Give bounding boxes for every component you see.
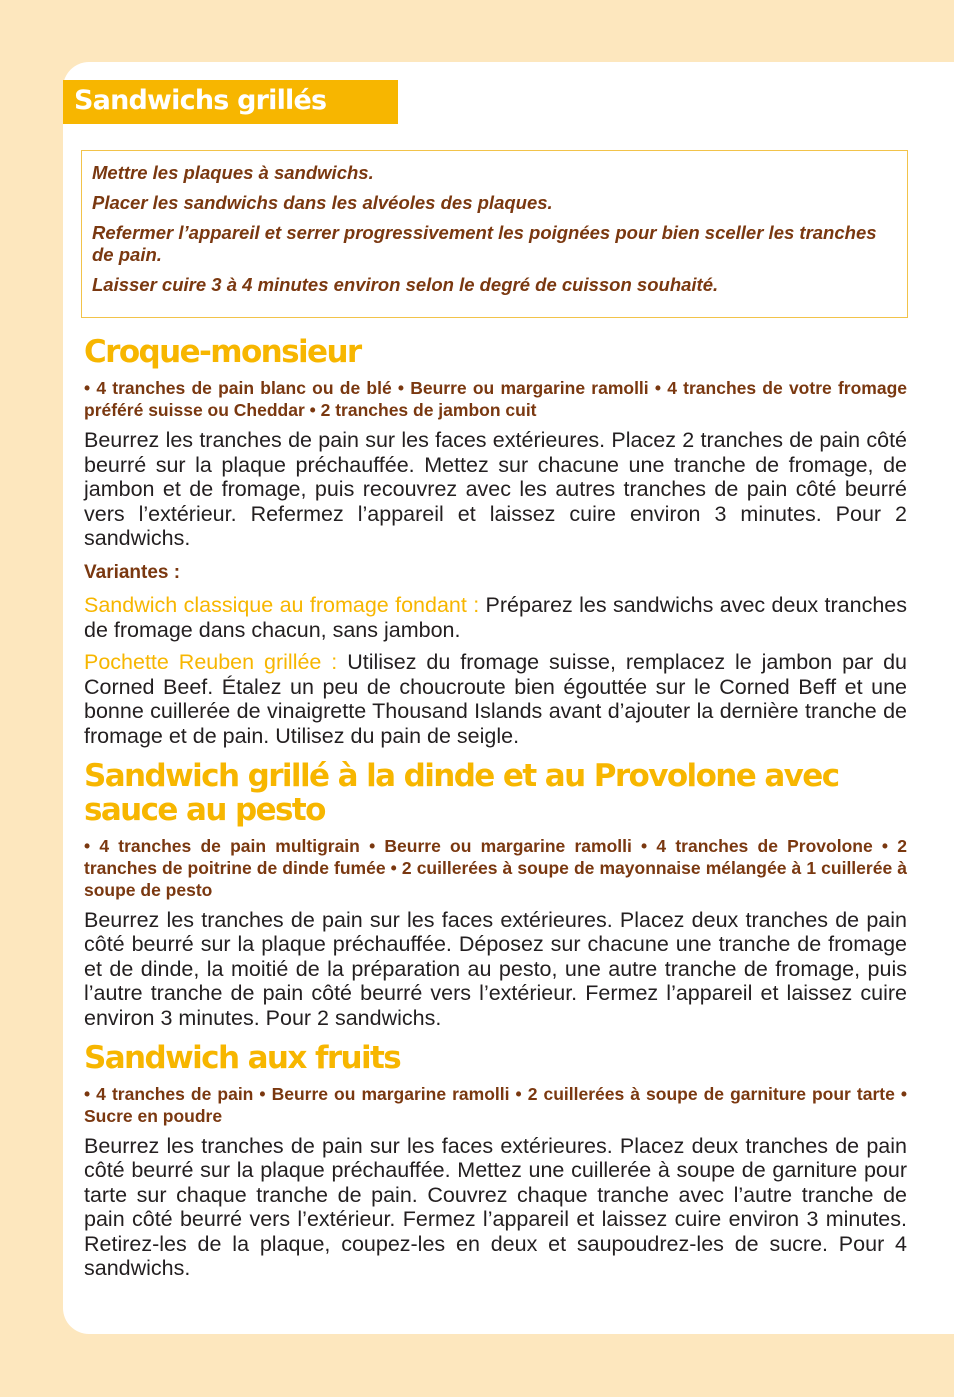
variant-label: Pochette Reuben grillée : (84, 650, 338, 675)
recipe-method: Beurrez les tranches de pain sur les faces extérieures. Placez deux tranches de pain côté beurré sur la plaque préchauffée. Déposez sur chacune une tranche de fromage et de dinde, la moitié de la préparation au pesto, une autre tranche de fromage, puis l’autre tranche de pain côté beurré vers l’extérieur. Fermez l’appareil et laissez cuire environ 3 minutes. Pour 2 sandwichs. (84, 907, 907, 1030)
recipe-title-fruits: Sandwich aux fruits (84, 1039, 401, 1076)
variant-item (84, 650, 907, 748)
recipe-ingredients: • 4 tranches de pain multigrain • Beurre ou margarine ramolli • 4 tranches de Provolone • 2 tranches de poitrine de dinde fumée • 2 cuillerées à soupe de mayonnaise mélangée à 1 cuillerée à soupe de pesto (84, 835, 907, 900)
instruction-line: Placer les sandwichs dans les alvéoles des plaques. (92, 192, 553, 213)
variant-text: Utilisez du fromage suisse, remplacez le jambon par du Corned Beef. Étalez un peu de choucroute bien égouttée sur le Corned Beff et une bonne cuillerée de vinaigrette Thousand Islands avant d’ajouter la dernière tranche de fromage et de pain. Utilisez du pain de seigle. (84, 650, 908, 748)
variant-item (84, 593, 907, 642)
recipe-ingredients: • 4 tranches de pain blanc ou de blé • Beurre ou margarine ramolli • 4 tranches de votre fromage préféré suisse ou Cheddar • 2 tranches de jambon cuit (84, 378, 907, 420)
variant-text: Préparez les sandwichs avec deux tranches de fromage dans chacun, sans jambon. (84, 592, 907, 642)
page-title: Sandwichs grillés (74, 85, 327, 116)
section-banner (63, 80, 398, 124)
recipe-method: Beurrez les tranches de pain sur les faces extérieures. Placez 2 tranches de pain côté beurré sur la plaque préchauffée. Mettez sur chacune une tranche de fromage, de jambon et de fromage, puis recouvrez avec les autres tranches de pain côté beurré vers l’extérieur. Refermez l’appareil et laissez cuire environ 3 minutes. Pour 2 sandwichs. (84, 428, 907, 551)
recipe-ingredients: • 4 tranches de pain • Beurre ou margarine ramolli • 2 cuillerées à soupe de garniture pour tarte • Sucre en poudre (84, 1083, 907, 1126)
variants-heading: Variantes : (84, 561, 181, 583)
recipe-method: Beurrez les tranches de pain sur les faces extérieures. Placez deux tranches de pain côté beurré sur la plaque préchauffée. Mettez une cuillerée à soupe de garniture pour tarte sur chaque tranche de pain. Couvrez chaque tranche avec l’autre tranche de pain côté beurré vers l’extérieur. Fermez l’appareil et laissez cuire environ 3 minutes. Retirez-les de la plaque, coupez-les en deux et saupoudrez-les de sucre. Pour 4 sandwichs. (84, 1133, 907, 1281)
recipe-title-dinde-provolone: Sandwich grillé à la dinde et au Provolone avec sauce au pesto (84, 757, 839, 828)
instruction-line: Refermer l’appareil et serrer progressivement les poignées pour bien sceller les tranches de pain. (92, 222, 877, 265)
instruction-line: Laisser cuire 3 à 4 minutes environ selon le degré de cuisson souhaité. (92, 274, 719, 295)
instruction-line: Mettre les plaques à sandwichs. (92, 162, 374, 183)
recipes-content (84, 332, 907, 1281)
recipe-title-croque-monsieur: Croque-monsieur (84, 334, 361, 370)
instructions-box (81, 150, 908, 318)
variant-label: Sandwich classique au fromage fondant : (84, 592, 480, 617)
